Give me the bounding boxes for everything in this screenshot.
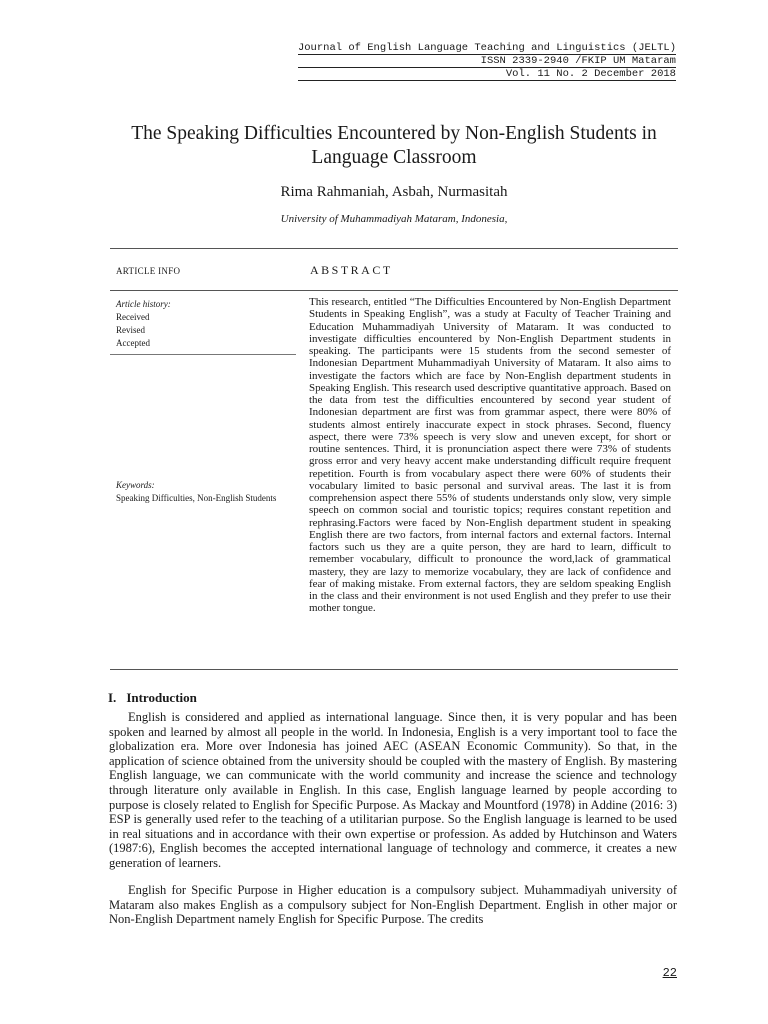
received-label: Received [116,312,150,322]
top-divider [110,248,678,249]
introduction-paragraph-1: English is considered and applied as international language. Since then, it is very popular and has been spoken and learned by almost all people in the world. In Indonesia, English is a very important tool to face the globalization era. More over Indonesia has joined AEC (ASEAN Economic Community). So that, in the application of science obtained from the university should be coupled with the mastery of English. By mastering English language, we can communicate with the world community and increase the science and technology through literature only available in English. In this case, English language learned by people according to purpose is closely related to English for Specific Purpose. As Mackay and Mountford (1978) in Addine (2016: 3) ESP is generally used refer to the teaching of a utilitarian purpose. So the English language is learned to be used in real situations and in accordance with their own expertise or profession. As added by Hutchinson and Waters (1987:6), English becomes the accepted international language of technology and commerce, it creates a new generation of learners. [109,710,677,870]
journal-volume: Vol. 11 No. 2 December 2018 [298,68,676,81]
article-title: The Speaking Difficulties Encountered by Non-English Students in Language Classroom [131,123,657,168]
abstract-text: This research, entitled “The Difficulties Encountered by Non-English Department Students in Speaking English”, was a study at Faculty of Teacher Training and Education Muhammadiyah University of Mataram. It was conducted to investigate difficulties encountered by Non-English Department students in speaking. The participants were 15 students from the second semester of Indonesian Department Muhammadiyah University of Mataram. It also aims to investigate the factors which are face by Non-English department students in Speaking English. This research used descriptive quantitative approach. Based on the data from test the difficulties encountered by second year student of Indonesian department are first was from grammar aspect, there were 80% of students almost entirely inaccurate expect in stock phrases. Second, fluency aspect, there were 73% speech is very slow and uneven except, for short or routine sentences. Third, it is pronunciation aspect there were 73% of students gross error and very heavy accent make understanding difficult require frequent repetition. Fourth is from vocabulary aspect there were 60% of students their vocabulary limited to basic personal and survival areas. The last it is from comprehension aspect there 55% of students understands only slow, very simple speech on common social and touristic topics; requires constant repetition and rephrasing.Factors were faced by Non-English department student in speaking English there are two factors, from internal factors and external factors. Internal factors such us they are a quite person, they are hard to learn, difficult to remember vocabulary, difficult to pronounce the word,lack of grammatical mastery, they are lazy to memorize vocabulary, they are lack of confidence and fear of making mistake. From external factors, they are seldom speaking English in the class and their environment is not used English and they prefer to use their mother tongue. [309,296,671,615]
introduction-heading [108,690,197,706]
journal-name: Journal of English Language Teaching and Linguistics (JELTL) [297,42,676,54]
article-affiliation: University of Muhammadiyah Mataram, Indonesia, [280,213,508,225]
bottom-divider [110,669,678,670]
header-divider [110,290,678,291]
article-authors: Rima Rahmaniah, Asbah, Nurmasitah [280,184,508,200]
article-history [116,298,171,350]
page-number: 22 [662,966,677,980]
history-label: Article history: [116,299,171,309]
abstract-heading: ABSTRACT [310,263,393,277]
section-number: I. [108,690,117,705]
section-title: Introduction [126,690,197,705]
revised-label: Revised [116,325,145,335]
keywords-list: Speaking Difficulties, Non-English Students [116,492,277,503]
journal-issn: ISSN 2339-2940 /FKIP UM Mataram [298,55,676,68]
keywords-label: Keywords: [116,480,155,490]
keywords-block [116,479,286,504]
accepted-label: Accepted [116,338,150,348]
introduction-paragraph-2: English for Specific Purpose in Higher education is a compulsory subject. Muhammadiyah university of Mataram also makes English as a compulsory subject for Non-English Department. English in other major or Non-English Department namely English for Specific Purpose. The credits [109,883,677,927]
article-info-heading: ARTICLE INFO [116,266,181,276]
history-divider [110,354,296,355]
journal-header [298,42,676,81]
